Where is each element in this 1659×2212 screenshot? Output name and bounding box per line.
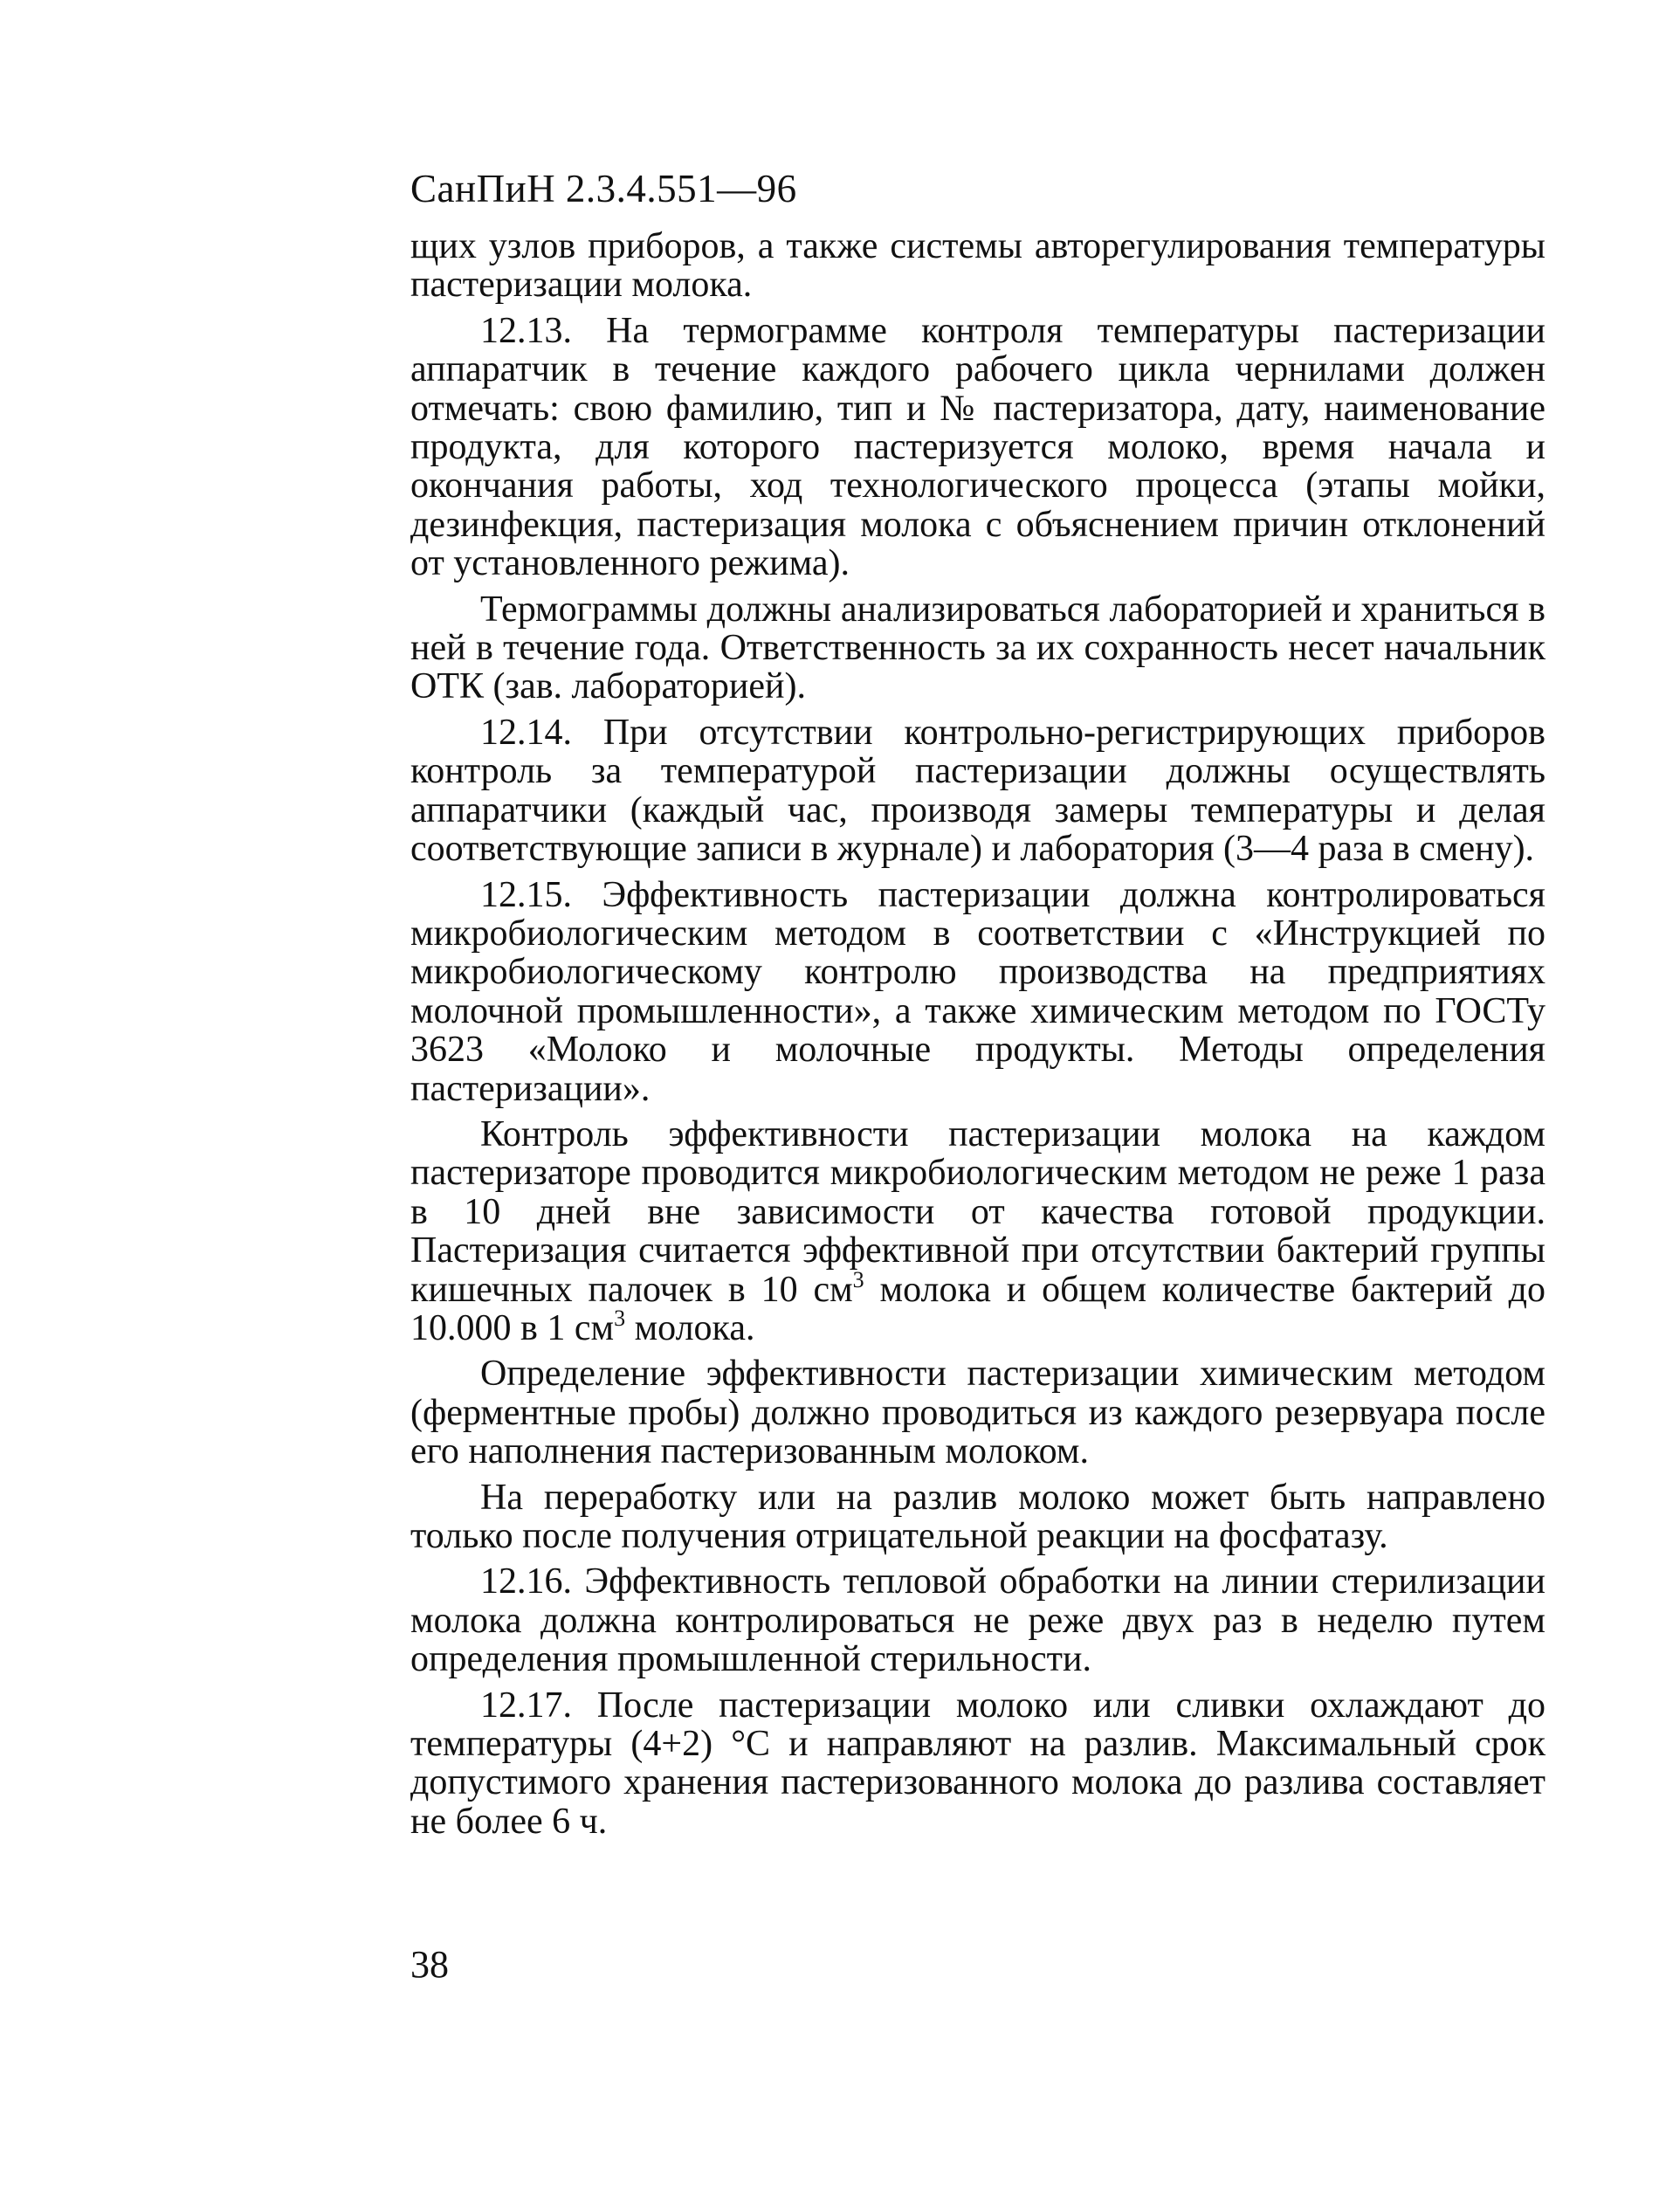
paragraph-efficiency-text-3: молока. [625,1307,755,1348]
paragraph-continuation: щих узлов приборов, а также системы авторегулирования температуры пастеризации молока. [410,226,1545,306]
paragraph-processing: На переработку или на разлив молоко может быть направлено только после получения отрицательной реакции на фосфатазу. [410,1477,1545,1556]
document-header-code: СанПиН 2.3.4.551—96 [410,167,797,210]
paragraph-efficiency-text-1: Контроль эффективности пастеризации молока на каждом пастеризаторе проводится микробиологическим методом не реже 1 раза в 10 дней вне зависимости от качества готовой продукции. Пастеризация считается эффективной при отсутствии бактерий группы кишечных палочек в 10 см [410,1113,1545,1310]
page-number: 38 [410,1943,449,1986]
paragraph-thermograms: Термограммы должны анализироваться лабораторией и храниться в ней в течение года. Ответственность за их сохранность несет начальник ОТК (зав. лабораторией). [410,589,1545,707]
paragraph-12-15: 12.15. Эффективность пастеризации должна контролироваться микробиологическим методом в соответствии с «Инструкцией по микробиологическому контролю производства на предприятиях молочной промышленности», а также химическим методом по ГОСТу 3623 «Молоко и молочные продукты. Методы определения пастеризации». [410,874,1545,1109]
paragraph-12-17: 12.17. После пастеризации молоко или сливки охлаждают до температуры (4+2) °С и направляют на разлив. Максимальный срок допустимого хранения пастеризованного молока до разлива составляет не более 6 ч. [410,1685,1545,1842]
paragraph-12-13: 12.13. На термограмме контроля температуры пастеризации аппаратчик в течение каждого рабочего цикла чернилами должен отмечать: свою фамилию, тип и № пастеризатора, дату, наименование продукта, для которого пастеризуется молоко, время начала и окончания работы, ход технологического процесса (этапы мойки, дезинфекция, пастеризация молока с объяснением причин отклонений от установленного режима). [410,310,1545,584]
superscript-cubic-1: 3 [852,1266,864,1292]
paragraph-12-14: 12.14. При отсутствии контрольно-регистрирующих приборов контроль за температурой пастеризации должны осуществлять аппаратчики (каждый час, производя замеры температуры и делая соответствующие записи в журнале) и лаборатория (3—4 раза в смену). [410,712,1545,870]
document-page [410,166,1545,1848]
paragraph-efficiency-control [410,1115,1545,1347]
paragraph-chemical-method: Определение эффективности пастеризации химическим методом (ферментные пробы) должно проводиться из каждого резервуара после его наполнения пастеризованным молоком. [410,1354,1545,1472]
paragraph-efficiency-text-2: молока и общем количестве бактерий до 10.000 в 1 см [410,1269,1546,1348]
paragraph-12-16: 12.16. Эффективность тепловой обработки на линии стерилизации молока должна контролироваться не реже двух раз в неделю путем определения промышленной стерильности. [410,1561,1545,1680]
superscript-cubic-2: 3 [614,1305,626,1331]
